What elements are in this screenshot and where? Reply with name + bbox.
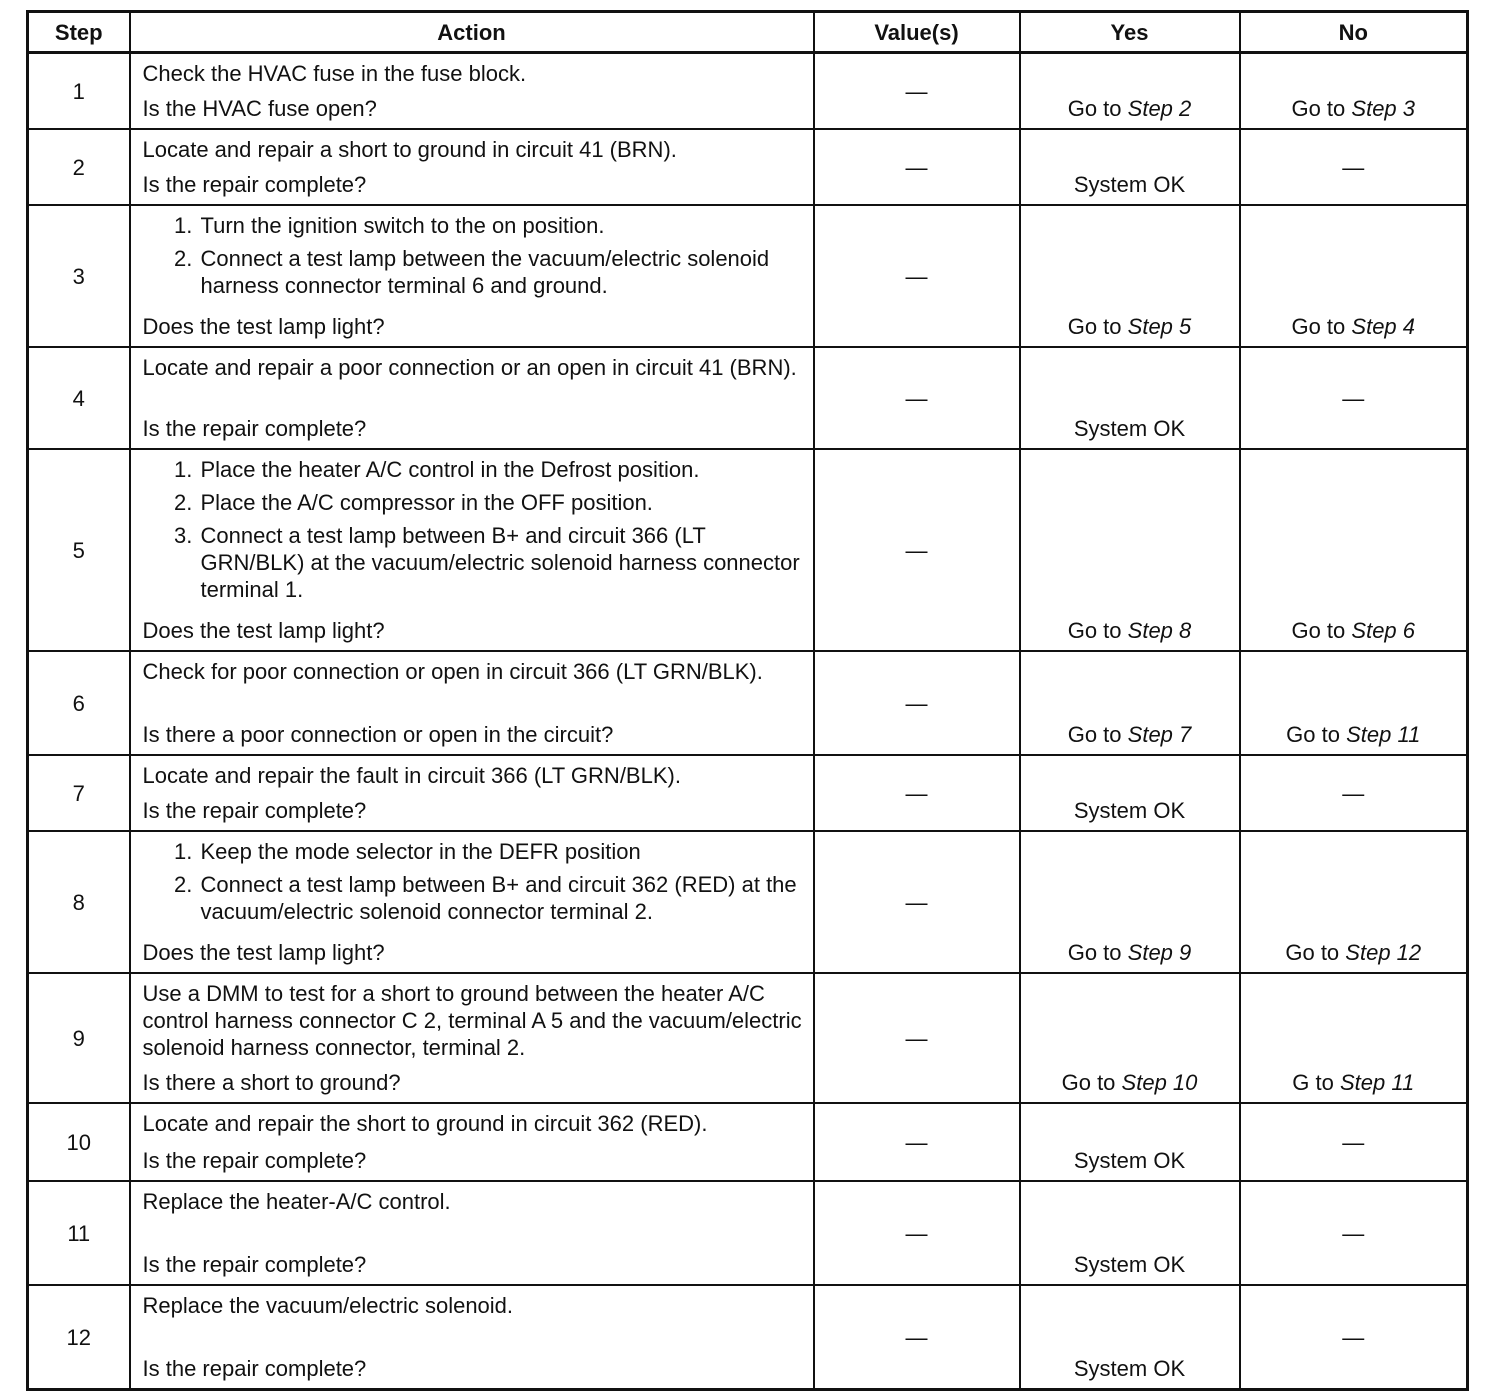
value-cell: — — [814, 973, 1020, 1103]
action-step-item: 3. Connect a test lamp between B+ and circuit 366 (LT GRN/BLK) at the vacuum/electric solenoid harness connector terminal 1. — [199, 522, 807, 603]
action-cell — [130, 347, 814, 449]
step-number: 9 — [28, 973, 130, 1103]
no-result: — — [1240, 1181, 1468, 1285]
yes-result: System OK — [1020, 755, 1240, 831]
action-question: Is the HVAC fuse open? — [142, 96, 377, 121]
step-number: 5 — [28, 449, 130, 651]
action-text: Locate and repair a short to ground in circuit 41 (BRN). — [142, 137, 677, 162]
action-cell — [130, 1103, 814, 1181]
step-number: 8 — [28, 831, 130, 973]
action-text: Replace the heater-A/C control. — [142, 1189, 451, 1214]
action-question: Is the repair complete? — [142, 1148, 367, 1173]
action-question: Is the repair complete? — [142, 1252, 367, 1277]
yes-prefix: Go to — [1067, 314, 1122, 339]
table-row — [28, 129, 1468, 205]
table-row — [28, 53, 1468, 130]
yes-step-link: Step 5 — [1127, 314, 1192, 339]
action-steps-list — [143, 456, 807, 603]
yes-cell — [1020, 831, 1240, 973]
no-prefix: Go to — [1285, 940, 1340, 965]
header-step: Step — [28, 12, 130, 53]
no-result: — — [1240, 1103, 1468, 1181]
yes-result: System OK — [1020, 129, 1240, 205]
action-cell — [130, 1181, 814, 1285]
value-cell: — — [814, 651, 1020, 755]
value-cell: — — [814, 1285, 1020, 1390]
action-step-item: 2. Connect a test lamp between the vacuum/electric solenoid harness connector terminal 6 and ground. — [199, 245, 807, 299]
no-step-link: Step 11 — [1339, 1070, 1415, 1095]
value-cell: — — [814, 347, 1020, 449]
no-cell — [1240, 831, 1468, 973]
no-step-link: Step 4 — [1351, 314, 1416, 339]
yes-prefix: Go to — [1061, 1070, 1116, 1095]
action-question: Is there a poor connection or open in the circuit? — [142, 722, 614, 747]
action-question: Is the repair complete? — [142, 798, 367, 823]
header-row — [28, 12, 1468, 53]
action-cell — [130, 1285, 814, 1390]
yes-cell — [1020, 973, 1240, 1103]
step-number: 1 — [28, 53, 130, 130]
action-cell — [130, 53, 814, 130]
header-yes: Yes — [1020, 12, 1240, 53]
no-step-link: Step 3 — [1351, 96, 1416, 121]
action-cell — [130, 129, 814, 205]
yes-result: System OK — [1020, 1103, 1240, 1181]
yes-prefix: Go to — [1067, 940, 1122, 965]
yes-prefix: Go to — [1067, 618, 1122, 643]
table-row — [28, 205, 1468, 347]
action-text: Use a DMM to test for a short to ground between the heater A/C control harness connector C 2, terminal A 5 and the vacuum/electric solenoid harness connector, terminal 2. — [142, 981, 802, 1060]
yes-cell — [1020, 651, 1240, 755]
step-number: 3 — [28, 205, 130, 347]
value-cell: — — [814, 129, 1020, 205]
action-cell — [130, 449, 814, 651]
action-cell — [130, 755, 814, 831]
action-step-item: 1. Place the heater A/C control in the Defrost position. — [199, 456, 807, 483]
action-cell — [130, 651, 814, 755]
table-row — [28, 755, 1468, 831]
action-text: Check the HVAC fuse in the fuse block. — [142, 61, 527, 86]
yes-prefix: Go to — [1067, 722, 1122, 747]
header-no: No — [1240, 12, 1468, 53]
step-number: 10 — [28, 1103, 130, 1181]
no-cell — [1240, 53, 1468, 130]
yes-result: System OK — [1020, 347, 1240, 449]
no-step-link: Step 6 — [1351, 618, 1416, 643]
value-cell: — — [814, 205, 1020, 347]
value-cell: — — [814, 1103, 1020, 1181]
no-result: — — [1240, 1285, 1468, 1390]
header-values: Value(s) — [814, 12, 1020, 53]
step-number: 4 — [28, 347, 130, 449]
no-prefix: G to — [1292, 1070, 1334, 1095]
action-question: Is the repair complete? — [142, 172, 367, 197]
no-result: — — [1240, 129, 1468, 205]
action-step-item: 1. Turn the ignition switch to the on position. — [199, 212, 807, 239]
step-number: 11 — [28, 1181, 130, 1285]
table-row — [28, 651, 1468, 755]
header-action: Action — [130, 12, 814, 53]
action-text: Locate and repair a poor connection or an open in circuit 41 (BRN). — [142, 355, 797, 380]
table-row — [28, 1181, 1468, 1285]
step-number: 6 — [28, 651, 130, 755]
no-step-link: Step 12 — [1345, 940, 1422, 965]
yes-step-link: Step 8 — [1127, 618, 1192, 643]
step-number: 7 — [28, 755, 130, 831]
action-text: Check for poor connection or open in circuit 366 (LT GRN/BLK). — [142, 659, 763, 684]
diagnostic-table — [26, 10, 1469, 1391]
no-prefix: Go to — [1291, 96, 1346, 121]
table-row — [28, 831, 1468, 973]
action-steps-list — [143, 838, 807, 925]
no-prefix: Go to — [1291, 314, 1346, 339]
action-cell — [130, 831, 814, 973]
no-result: — — [1240, 347, 1468, 449]
no-cell — [1240, 651, 1468, 755]
step-number: 12 — [28, 1285, 130, 1390]
table-row — [28, 1103, 1468, 1181]
action-step-item: 2. Connect a test lamp between B+ and circuit 362 (RED) at the vacuum/electric solenoid connector terminal 2. — [199, 871, 807, 925]
value-cell: — — [814, 1181, 1020, 1285]
value-cell: — — [814, 449, 1020, 651]
yes-step-link: Step 7 — [1127, 722, 1192, 747]
action-text: Locate and repair the short to ground in circuit 362 (RED). — [142, 1111, 708, 1136]
action-question: Does the test lamp light? — [142, 314, 385, 339]
action-cell — [130, 205, 814, 347]
no-cell — [1240, 973, 1468, 1103]
value-cell: — — [814, 53, 1020, 130]
action-cell — [130, 973, 814, 1103]
table-row — [28, 347, 1468, 449]
value-cell: — — [814, 755, 1020, 831]
yes-result: System OK — [1020, 1285, 1240, 1390]
no-cell — [1240, 205, 1468, 347]
value-cell: — — [814, 831, 1020, 973]
action-question: Is the repair complete? — [142, 1356, 367, 1381]
yes-result: System OK — [1020, 1181, 1240, 1285]
action-step-item: 2. Place the A/C compressor in the OFF position. — [199, 489, 807, 516]
yes-step-link: Step 9 — [1127, 940, 1192, 965]
no-step-link: Step 11 — [1346, 722, 1421, 747]
no-cell — [1240, 449, 1468, 651]
no-result: — — [1240, 755, 1468, 831]
step-number: 2 — [28, 129, 130, 205]
action-text: Replace the vacuum/electric solenoid. — [142, 1293, 514, 1318]
yes-prefix: Go to — [1067, 96, 1122, 121]
action-question: Does the test lamp light? — [142, 940, 385, 965]
yes-cell — [1020, 205, 1240, 347]
yes-cell — [1020, 53, 1240, 130]
action-step-item: 1. Keep the mode selector in the DEFR position — [199, 838, 807, 865]
table-row — [28, 973, 1468, 1103]
no-prefix: Go to — [1286, 722, 1340, 747]
action-steps-list — [143, 212, 807, 299]
no-prefix: Go to — [1291, 618, 1346, 643]
action-question: Does the test lamp light? — [142, 618, 385, 643]
yes-step-link: Step 10 — [1121, 1070, 1198, 1095]
table-row — [28, 449, 1468, 651]
yes-step-link: Step 2 — [1127, 96, 1192, 121]
action-question: Is there a short to ground? — [142, 1070, 401, 1095]
yes-cell — [1020, 449, 1240, 651]
action-text: Locate and repair the fault in circuit 366 (LT GRN/BLK). — [142, 763, 681, 788]
action-question: Is the repair complete? — [142, 416, 367, 441]
table-row — [28, 1285, 1468, 1390]
table-body — [28, 53, 1468, 1390]
